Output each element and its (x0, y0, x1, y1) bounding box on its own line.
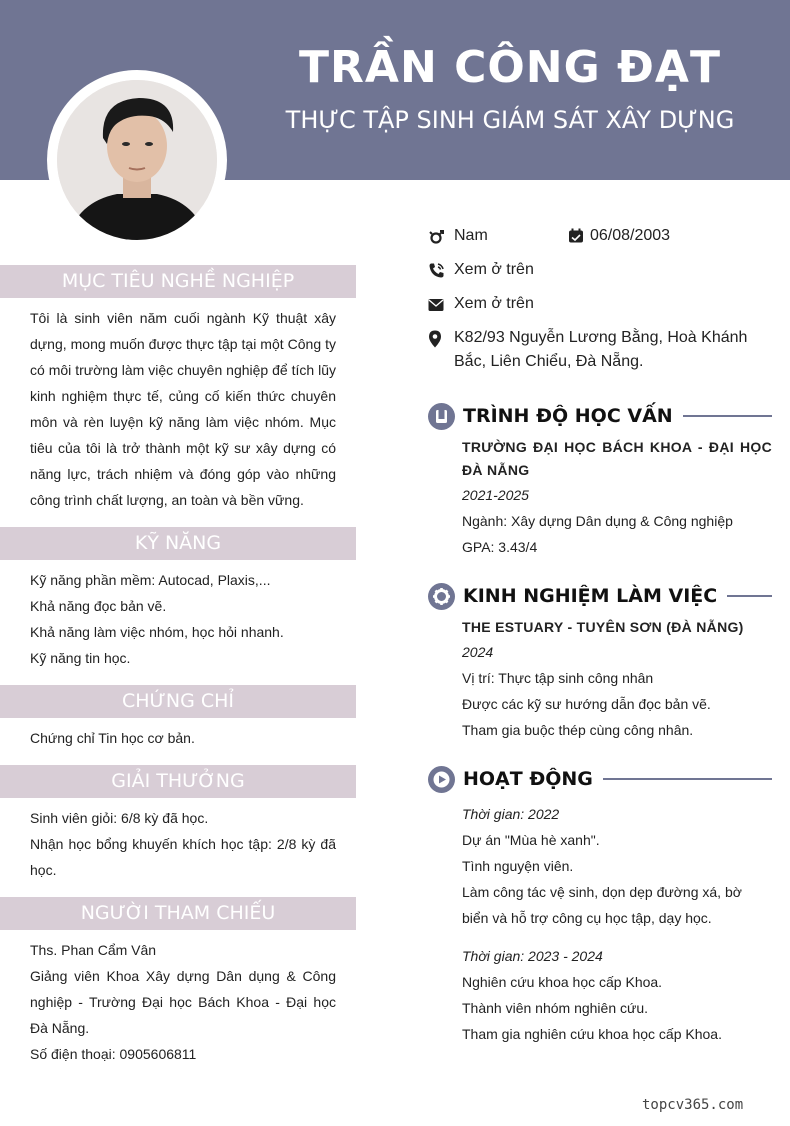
experience-year: 2024 (462, 644, 494, 660)
avatar (57, 80, 217, 240)
awards-list (0, 798, 356, 897)
activity-time: Thời gian: 2023 - 2024 (462, 948, 603, 964)
right-column (428, 224, 772, 1047)
contact-gender-birthday (428, 224, 772, 248)
education-section (428, 400, 772, 560)
contact-email (428, 292, 772, 316)
birthday-text: 06/08/2003 (590, 227, 671, 244)
section-title-awards: GIẢI THƯỞNG (0, 765, 356, 798)
section-title-education: TRÌNH ĐỘ HỌC VẤN (463, 405, 673, 427)
reference-phone: Số điện thoại: 0905606811 (30, 1046, 197, 1062)
activities-section (428, 763, 772, 1047)
section-title-experience: KINH NGHIỆM LÀM VIỆC (463, 585, 718, 607)
book-icon (428, 403, 455, 430)
references-list (0, 930, 356, 1081)
footer-site-link[interactable]: topcv365.com (642, 1097, 744, 1113)
address-text: K82/93 Nguyễn Lương Bằng, Hoà Khánh Bắc, Liên Chiểu, Đà Nẵng. (454, 329, 748, 370)
activity-line: Thành viên nhóm nghiên cứu. (462, 1000, 649, 1016)
activity-line: Làm công tác vệ sinh, dọn dẹp đường xá, bờ biển và hỗ trợ công cụ học tập, dạy học. (462, 884, 742, 926)
certificates-list (0, 718, 356, 765)
company-name: THE ESTUARY - TUYÊN SƠN (ĐÀ NẴNG) (462, 619, 744, 635)
certificate-item: Chứng chỉ Tin học cơ bản. (30, 730, 195, 746)
award-item: Sinh viên giỏi: 6/8 kỳ đã học. (30, 810, 209, 826)
gender-icon (428, 224, 454, 254)
contact-phone (428, 258, 772, 282)
phone-text: Xem ở trên (454, 261, 534, 278)
skill-item: Khả năng đọc bản vẽ. (30, 598, 167, 614)
divider (727, 595, 772, 597)
skill-item: Kỹ năng phần mềm: Autocad, Plaxis,... (30, 572, 271, 588)
section-title-certificates: CHỨNG CHỈ (0, 685, 356, 718)
play-icon (428, 766, 455, 793)
education-major: Ngành: Xây dựng Dân dụng & Công nghiệp (462, 513, 733, 529)
calendar-icon (568, 224, 590, 254)
section-title-activities: HOẠT ĐỘNG (463, 768, 593, 790)
location-pin-icon (428, 326, 454, 356)
activity-line: Dự án "Mùa hè xanh". (462, 832, 600, 848)
skill-item: Khả năng làm việc nhóm, học hỏi nhanh. (30, 624, 284, 640)
section-title-references: NGƯỜI THAM CHIẾU (0, 897, 356, 930)
reference-position: Giảng viên Khoa Xây dựng Dân dụng & Công nghiệp - Trường Đại học Bách Khoa - Đại học Đà Nẵng. (30, 968, 336, 1036)
avatar-photo (57, 80, 217, 240)
job-title: THỰC TẬP SINH GIÁM SÁT XÂY DỰNG (285, 106, 735, 134)
skills-list (0, 560, 356, 685)
gear-icon (428, 583, 455, 610)
divider (683, 415, 772, 417)
objective-text: Tôi là sinh viên năm cuối ngành Kỹ thuật xây dựng, mong muốn được thực tập tại một Công ty có môi trường làm việc chuyên nghiệp để tích lũy kinh nghiệm thực tế, củng cố kiến thức chuyên môn và rèn luyện kỹ năng làm việc nhóm. Mục tiêu của tôi là trở thành một kỹ sư xây dựng có năng lực, trách nhiệm và đóng góp vào những công trình chất lượng, an toàn và bền vững. (30, 310, 336, 508)
skill-item: Kỹ năng tin học. (30, 650, 131, 666)
activity-time: Thời gian: 2022 (462, 806, 560, 822)
candidate-name: TRẦN CÔNG ĐẠT (299, 42, 721, 93)
phone-icon (428, 258, 454, 287)
experience-detail: Được các kỹ sư hướng dẫn đọc bản vẽ. (462, 696, 711, 712)
activity-line: Tham gia nghiên cứu khoa học cấp Khoa. (462, 1026, 722, 1042)
education-gpa: GPA: 3.43/4 (462, 539, 538, 555)
experience-detail: Vị trí: Thực tập sinh công nhân (462, 670, 654, 686)
contact-address (428, 326, 772, 374)
mail-icon (428, 292, 454, 320)
experience-detail: Tham gia buộc thép cùng công nhân. (462, 722, 694, 738)
divider (603, 778, 772, 780)
award-item: Nhận học bổng khuyến khích học tập: 2/8 kỳ đã học. (30, 836, 336, 878)
gender-text: Nam (454, 227, 488, 244)
reference-name: Ths. Phan Cẩm Vân (30, 942, 157, 958)
experience-section (428, 580, 772, 743)
education-period: 2021-2025 (462, 487, 529, 503)
activity-line: Tình nguyện viên. (462, 858, 574, 874)
section-title-objective: MỤC TIÊU NGHỀ NGHIỆP (0, 265, 356, 298)
activity-line: Nghiên cứu khoa học cấp Khoa. (462, 974, 663, 990)
section-title-skills: KỸ NĂNG (0, 527, 356, 560)
school-name: TRƯỜNG ĐẠI HỌC BÁCH KHOA - ĐẠI HỌC ĐÀ NẴNG (462, 439, 772, 478)
email-text: Xem ở trên (454, 295, 534, 312)
left-column (0, 265, 356, 1081)
